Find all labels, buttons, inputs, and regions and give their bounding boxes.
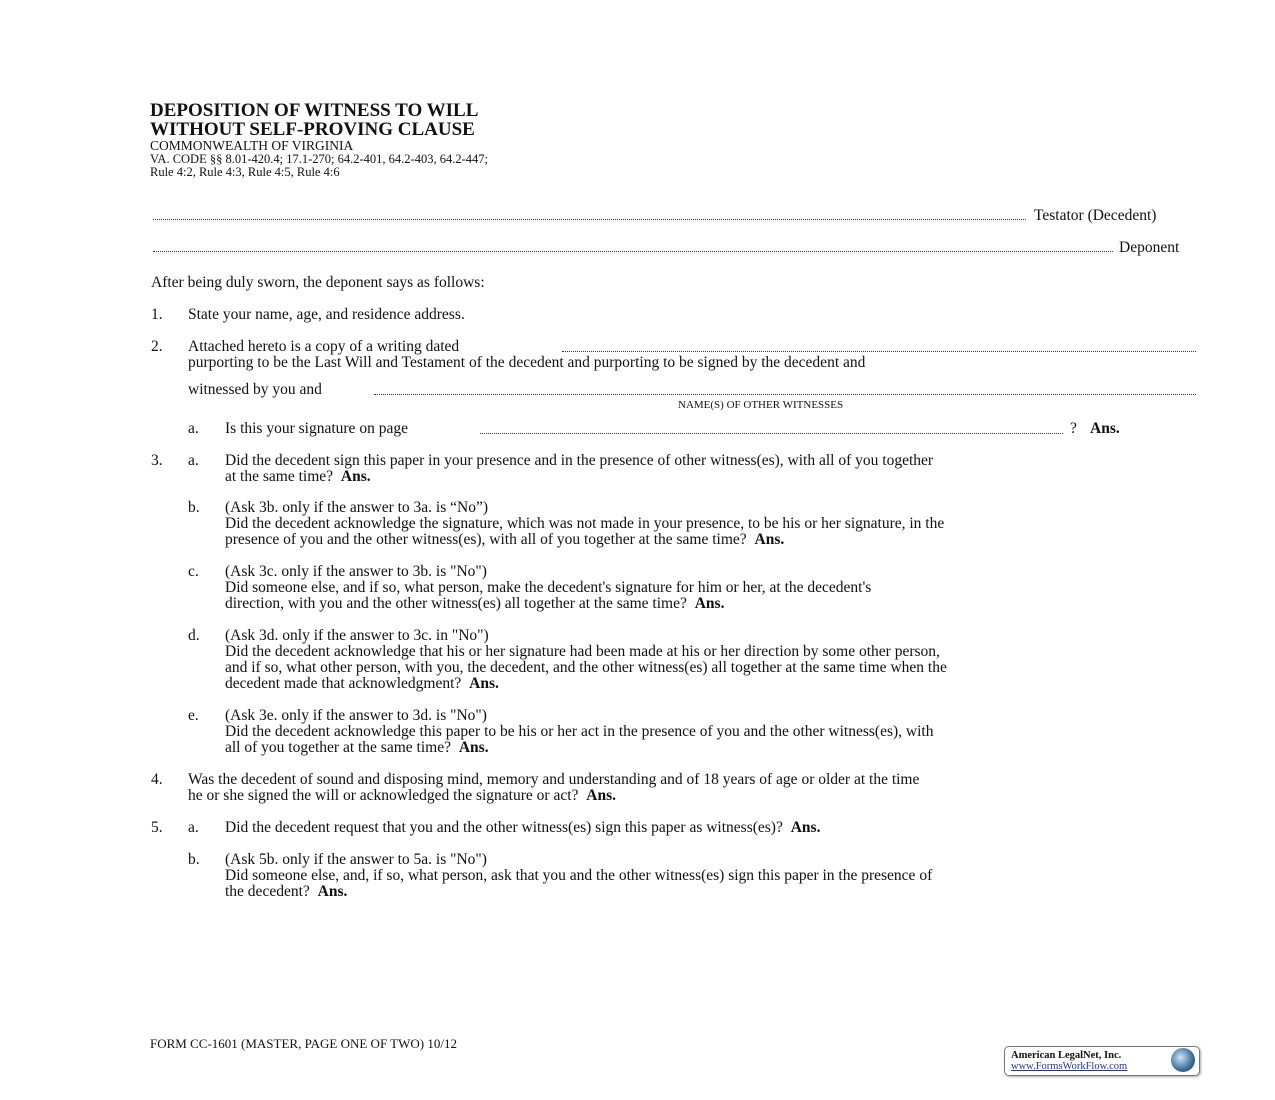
form-title-line1: DEPOSITION OF WITNESS TO WILL — [150, 100, 479, 121]
line-text: Did the decedent request that you and the other witness(es) sign this paper as witness(es)? — [225, 819, 783, 836]
question-text: Attached hereto is a copy of a writing dated — [188, 338, 460, 355]
publisher-logo[interactable] — [1004, 1046, 1200, 1076]
line-text: Did the decedent sign this paper in your presence and in the presence of other witness(es), with all of you together — [225, 452, 934, 469]
question-mark: ? — [1070, 420, 1077, 437]
line-text: Did the decedent acknowledge that his or her signature had been made at his or her direction by some other person, — [225, 643, 940, 660]
question-number: 5. — [151, 819, 163, 836]
code-citation: VA. CODE §§ 8.01-420.4; 17.1-270; 64.2-401, 64.2-403, 64.2-447; — [150, 152, 488, 166]
intro-text: After being duly sworn, the deponent says as follows: — [151, 274, 485, 291]
question-text — [225, 453, 933, 469]
sub-letter: b. — [188, 499, 200, 516]
question-text — [225, 740, 489, 756]
question-text — [225, 708, 487, 724]
question-text — [225, 532, 784, 548]
line-text: (Ask 3e. only if the answer to 3d. is "No") — [225, 707, 487, 724]
answer-label: Ans. — [694, 595, 725, 612]
form-number: FORM CC-1601 (MASTER, PAGE ONE OF TWO) 10/12 — [150, 1036, 457, 1051]
rules-citation: Rule 4:2, Rule 4:3, Rule 4:5, Rule 4:6 — [150, 165, 340, 179]
sub-letter: e. — [188, 707, 199, 724]
testator-label: Testator (Decedent) — [1034, 207, 1157, 224]
question-text — [225, 820, 820, 836]
question-text — [225, 628, 489, 644]
answer-label: Ans. — [586, 787, 616, 804]
line-text: and if so, what other person, with you, the decedent, and the other witness(es) all together at the same time when the — [225, 659, 947, 676]
logo-link[interactable]: www.FormsWorkFlow.com — [1011, 1061, 1128, 1072]
question-text — [225, 644, 940, 660]
question-text — [225, 564, 487, 580]
writing-date-field[interactable] — [562, 351, 1196, 352]
line-text: he or she signed the will or acknowledged the signature or act? — [188, 787, 579, 804]
line-text: Did the decedent acknowledge the signature, which was not made in your presence, to be his or her signature, in the — [225, 515, 945, 532]
line-text: Did the decedent acknowledge this paper to be his or her act in the presence of you and the other witness(es), with — [225, 723, 934, 740]
question-text: purporting to be the Last Will and Testament of the decedent and purporting to be signed by the decedent and — [188, 354, 866, 371]
question-text — [225, 868, 932, 884]
line-text: (Ask 3b. only if the answer to 3a. is “No”) — [225, 499, 489, 516]
jurisdiction: COMMONWEALTH OF VIRGINIA — [150, 138, 354, 153]
line-text: (Ask 3d. only if the answer to 3c. in "No") — [225, 627, 489, 644]
question-number: 3. — [151, 452, 163, 469]
signature-page-field[interactable] — [480, 433, 1063, 434]
line-text: Was the decedent of sound and disposing mind, memory and understanding and of 18 years of age or older at the time — [188, 771, 920, 788]
answer-label: Ans. — [458, 739, 489, 756]
answer-label: Ans. — [317, 883, 348, 900]
sub-letter: a. — [188, 452, 199, 469]
sub-letter: a. — [188, 420, 199, 437]
line-text: all of you together at the same time? — [225, 739, 451, 756]
question-text — [225, 580, 871, 596]
question-text — [188, 788, 616, 804]
sub-letter: b. — [188, 851, 200, 868]
answer-label: Ans. — [340, 468, 371, 485]
deponent-field[interactable] — [153, 251, 1113, 252]
sub-letter: a. — [188, 819, 199, 836]
form-title-line2: WITHOUT SELF-PROVING CLAUSE — [150, 119, 475, 140]
question-text — [225, 884, 347, 900]
answer-label: Ans. — [469, 675, 499, 692]
deponent-label: Deponent — [1119, 239, 1180, 256]
line-text: (Ask 5b. only if the answer to 5a. is "No") — [225, 851, 487, 868]
question-text: Is this your signature on page — [225, 420, 408, 437]
line-text: Did someone else, and if so, what person, make the decedent's signature for him or her, at the decedent's — [225, 579, 872, 596]
question-text — [225, 660, 947, 676]
line-text: direction, with you and the other witness(es) all together at the same time? — [225, 595, 687, 612]
line-text: Did someone else, and, if so, what person, ask that you and the other witness(es) sign this paper in the presence of — [225, 867, 933, 884]
question-text — [225, 724, 933, 740]
question-text — [225, 596, 724, 612]
question-text — [225, 516, 944, 532]
line-text: the decedent? — [225, 883, 310, 900]
field-caption: NAME(S) OF OTHER WITNESSES — [678, 399, 844, 411]
sub-letter: d. — [188, 627, 200, 644]
sub-letter: c. — [188, 563, 199, 580]
logo-name: American LegalNet, Inc. — [1011, 1050, 1122, 1061]
line-text: at the same time? — [225, 468, 334, 485]
question-text: State your name, age, and residence address. — [188, 306, 465, 323]
question-text — [225, 852, 487, 868]
other-witnesses-field[interactable] — [374, 394, 1196, 395]
question-number: 1. — [151, 306, 163, 323]
answer-label: Ans. — [754, 531, 785, 548]
question-number: 2. — [151, 338, 163, 355]
line-text: presence of you and the other witness(es), with all of you together at the same time? — [225, 531, 747, 548]
question-text: witnessed by you and — [188, 381, 322, 398]
globe-icon — [1171, 1048, 1195, 1072]
question-number: 4. — [151, 771, 163, 788]
answer-label: Ans. — [790, 819, 821, 836]
question-text — [225, 676, 499, 692]
line-text: (Ask 3c. only if the answer to 3b. is "No") — [225, 563, 487, 580]
answer-label: Ans. — [1090, 420, 1120, 437]
line-text: decedent made that acknowledgment? — [225, 675, 462, 692]
question-text — [188, 772, 919, 788]
question-text — [225, 500, 488, 516]
question-text — [225, 469, 371, 485]
testator-field[interactable] — [153, 219, 1026, 220]
